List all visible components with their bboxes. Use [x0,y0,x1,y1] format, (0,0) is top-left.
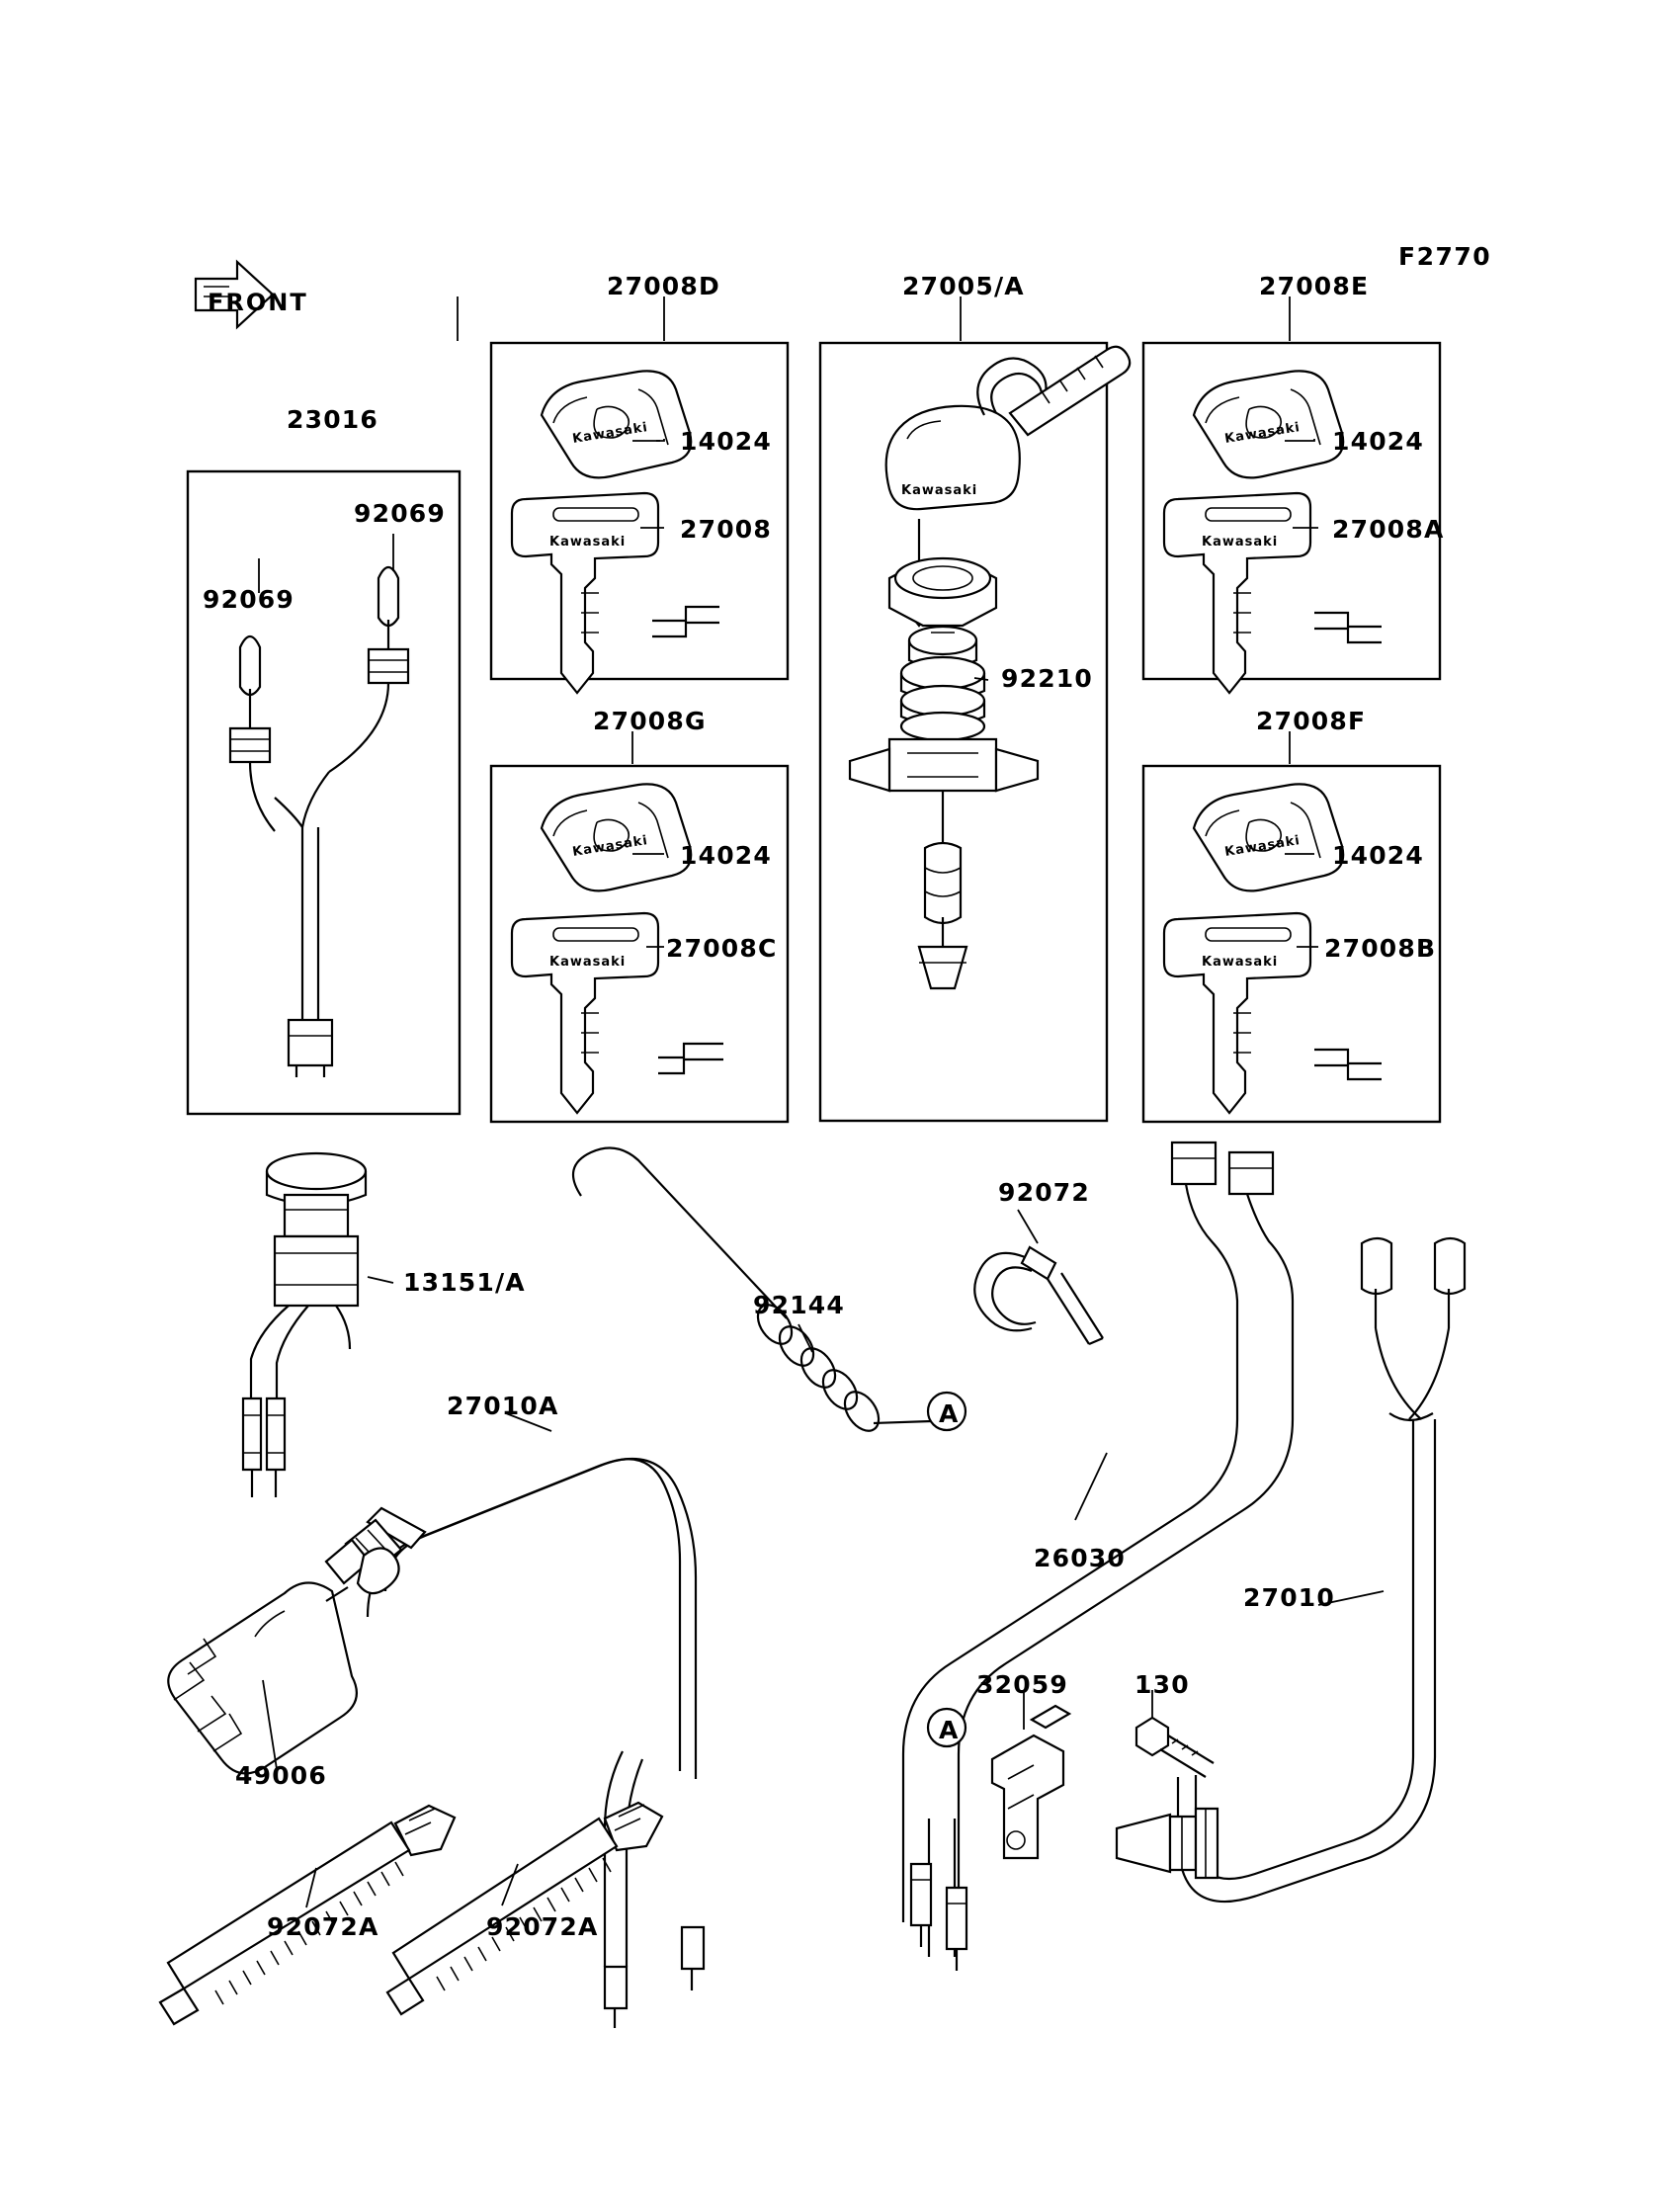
part-27010A-art [326,1459,704,2028]
callout-27010A: 27010A [447,1392,559,1420]
svg-text:Kawasaki: Kawasaki [901,483,978,498]
callout-27010: 27010 [1243,1583,1335,1612]
callout-92069-left: 92069 [203,585,294,614]
box-23016-frame [188,471,460,1114]
callout-92072: 92072 [998,1178,1090,1207]
box-title-27008E: 27008E [1259,272,1370,300]
callout-27008: 27008 [680,515,772,544]
callout-92069-right: 92069 [354,499,446,528]
part-27010-art [1117,1238,1465,1902]
callout-130: 130 [1134,1670,1190,1699]
callout-14024-d: 14024 [680,427,772,456]
callout-26030: 26030 [1034,1544,1126,1572]
callout-27008B: 27008B [1324,934,1437,963]
ref-marker-A-1: A [939,1399,960,1428]
callout-27008A: 27008A [1332,515,1445,544]
part-130-art [1136,1718,1214,1777]
callout-92072A-2: 92072A [486,1912,599,1941]
svg-text:Kawasaki: Kawasaki [1202,535,1279,550]
part-92072-art [974,1247,1103,1344]
svg-text:Kawasaki: Kawasaki [571,833,649,860]
svg-text:Kawasaki: Kawasaki [1223,420,1302,447]
svg-text:Kawasaki: Kawasaki [1202,955,1279,970]
callout-14024-f: 14024 [1332,841,1424,870]
svg-text:Kawasaki: Kawasaki [549,955,627,970]
box-title-27008G: 27008G [593,707,707,735]
callout-27008C: 27008C [666,934,778,963]
svg-text:Kawasaki: Kawasaki [1223,833,1302,860]
callout-13151A: 13151/A [403,1268,526,1297]
diagram-code: F2770 [1398,242,1492,271]
ref-marker-A-2: A [939,1716,960,1744]
part-13151A-art [243,1153,366,1497]
part-49006-art [168,1582,357,1773]
front-arrow-label: FRONT [208,289,308,316]
box-title-23016: 23016 [287,405,378,434]
callout-49006: 49006 [235,1761,327,1790]
callout-92072A-1: 92072A [267,1912,379,1941]
callout-92210: 92210 [1001,664,1093,693]
part-23016-art [230,567,408,1077]
callout-32059: 32059 [976,1670,1068,1699]
box-title-27005A: 27005/A [902,272,1025,300]
callout-92144: 92144 [753,1291,845,1319]
box-title-27008F: 27008F [1256,707,1367,735]
svg-text:Kawasaki: Kawasaki [571,420,649,447]
svg-text:Kawasaki: Kawasaki [549,535,627,550]
box-title-27008D: 27008D [607,272,720,300]
callout-14024-g: 14024 [680,841,772,870]
callout-14024-e: 14024 [1332,427,1424,456]
